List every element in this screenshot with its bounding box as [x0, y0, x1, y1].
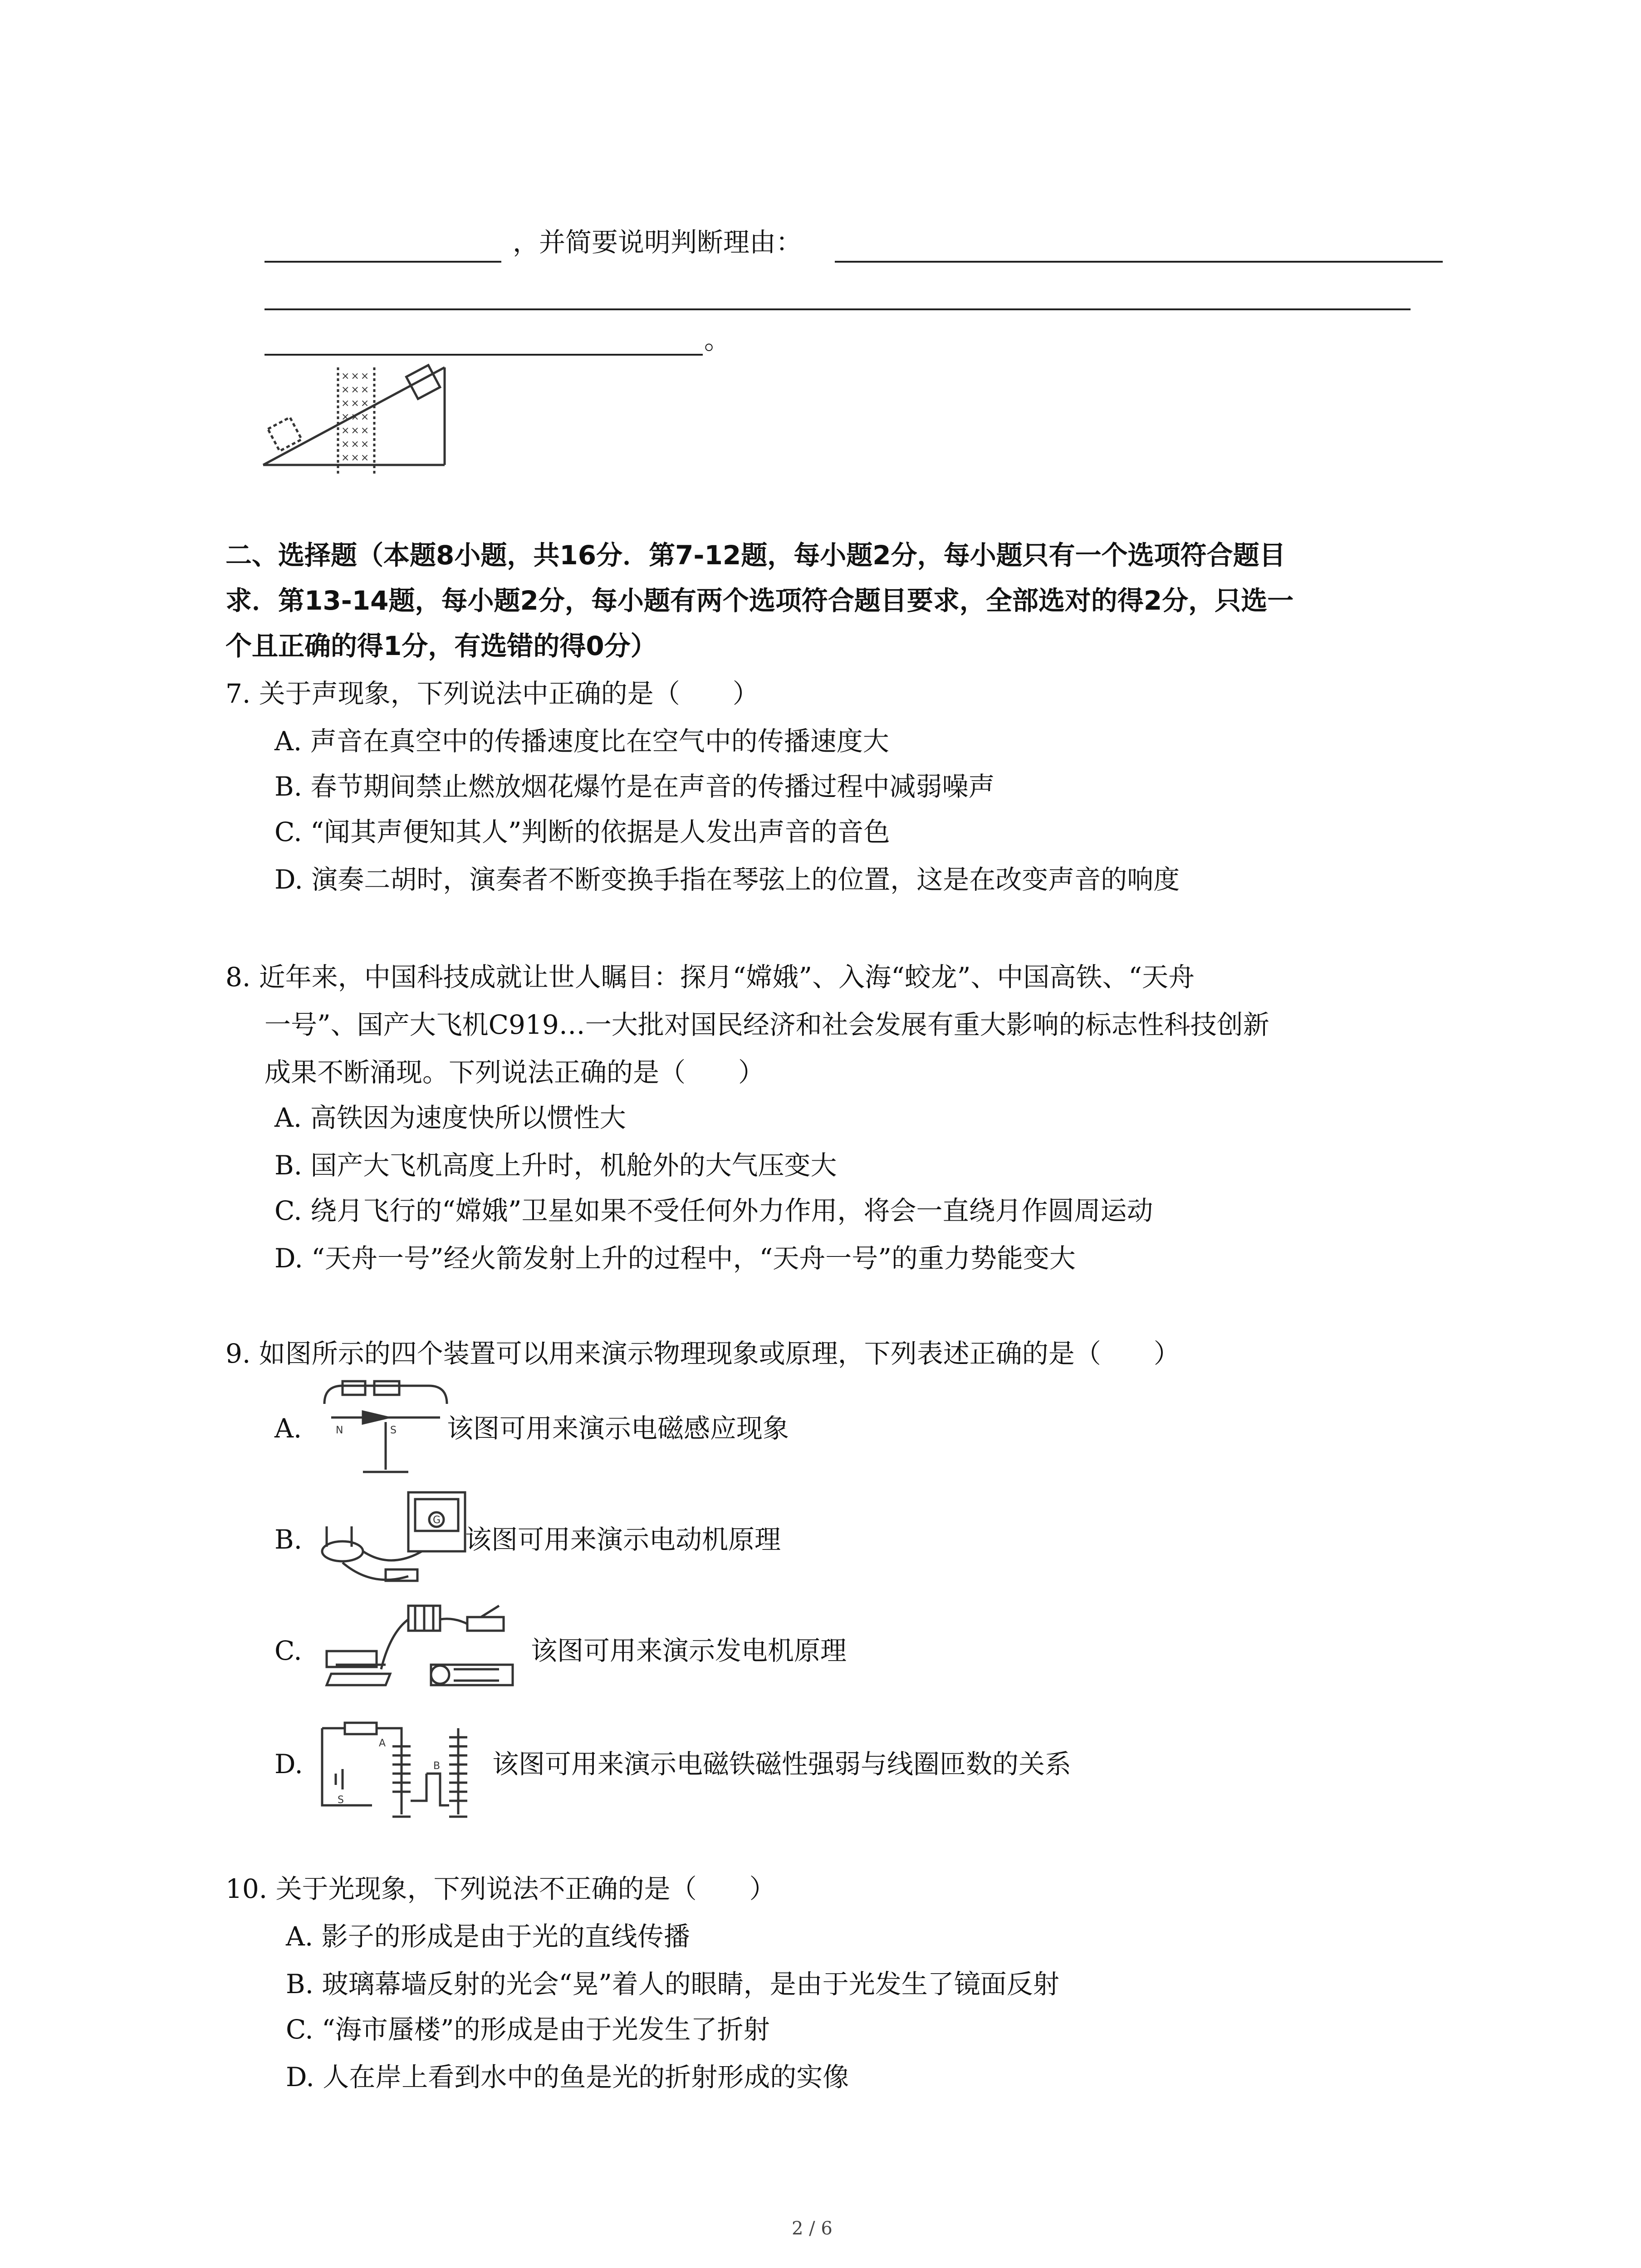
- question-9-option-b-text[interactable]: 该图可用来演示电动机原理: [465, 1524, 781, 1555]
- question-7-option-c[interactable]: C. “闻其声便知其人”判断的依据是人发出声音的音色: [274, 816, 890, 847]
- section-header-line-3: 个且正确的得1分，有选错的得0分）: [225, 631, 657, 661]
- label-a: A: [379, 1738, 386, 1749]
- question-9-option-b-letter[interactable]: B.: [274, 1524, 303, 1555]
- induction-galvanometer-figure: [318, 1483, 467, 1592]
- electromagnet-coils-figure: [318, 1710, 499, 1823]
- question-8-stem-line-2: 一号”、国产大飞机C919…一大批对国民经济和社会发展有重大影响的标志性科技创新: [265, 1009, 1269, 1040]
- question-10-option-c[interactable]: C. “海市蜃楼”的形成是由于光发生了折射: [286, 2014, 770, 2045]
- question-10-option-d[interactable]: D. 人在岸上看到水中的鱼是光的折射形成的实像: [286, 2062, 849, 2092]
- cross-row: ×××: [341, 452, 371, 464]
- answer-blank-3[interactable]: [265, 308, 1411, 310]
- cross-row: ×××: [341, 398, 371, 409]
- motor-principle-figure: [318, 1597, 526, 1696]
- label-n: N: [336, 1425, 343, 1436]
- question-8-stem-line-3: 成果不断涌现。下列说法正确的是（ ）: [265, 1057, 765, 1088]
- explain-text: ，并简要说明判断理由：: [513, 227, 803, 258]
- cross-row: ×××: [341, 439, 371, 450]
- question-8-option-d[interactable]: D. “天舟一号”经火箭发射上升的过程中，“天舟一号”的重力势能变大: [274, 1243, 1076, 1274]
- question-9-option-c-letter[interactable]: C.: [274, 1635, 302, 1666]
- question-9-option-a-text[interactable]: 该图可用来演示电磁感应现象: [447, 1413, 789, 1444]
- field-cross-marks: [341, 370, 370, 465]
- question-8-option-b[interactable]: B. 国产大飞机高度上升时，机舱外的大气压变大: [274, 1150, 837, 1181]
- question-9-stem: 9. 如图所示的四个装置可以用来演示物理现象或原理，下列表述正确的是（ ）: [225, 1338, 1180, 1369]
- cross-row: ×××: [341, 371, 371, 382]
- label-switch-s: S: [338, 1794, 344, 1806]
- answer-blank-1[interactable]: [265, 261, 501, 263]
- question-8-stem-line-1: 8. 近年来，中国科技成就让世人瞩目：探月“嫦娥”、入海“蛟龙”、中国高铁、“天舟: [225, 962, 1195, 992]
- question-9-option-d-text[interactable]: 该图可用来演示电磁铁磁性强弱与线圈匝数的关系: [492, 1749, 1072, 1779]
- label-g: G: [433, 1515, 441, 1526]
- answer-blank-4[interactable]: [265, 354, 703, 356]
- cross-row: ×××: [341, 384, 371, 396]
- label-s: S: [390, 1425, 397, 1436]
- question-9-option-d-letter[interactable]: D.: [274, 1749, 303, 1779]
- question-9-option-a-letter[interactable]: A.: [274, 1413, 302, 1444]
- question-8-option-a[interactable]: A. 高铁因为速度快所以惯性大: [274, 1102, 626, 1133]
- question-9-option-c-text[interactable]: 该图可用来演示发电机原理: [531, 1635, 847, 1666]
- question-7-option-b[interactable]: B. 春节期间禁止燃放烟花爆竹是在声音的传播过程中减弱噪声: [274, 771, 995, 802]
- label-b: B: [433, 1760, 441, 1772]
- page-number: 2 / 6: [792, 2218, 833, 2239]
- cross-row: ×××: [341, 425, 371, 436]
- section-header-line-1: 二、选择题（本题8小题，共16分．第7-12题，每小题2分，每小题只有一个选项符合题目: [225, 540, 1286, 571]
- question-10-option-b[interactable]: B. 玻璃幕墙反射的光会“晃”着人的眼睛，是由于光发生了镜面反射: [286, 1969, 1059, 1999]
- section-header-line-2: 求．第13-14题，每小题2分，每小题有两个选项符合题目要求，全部选对的得2分，只选一: [225, 585, 1294, 616]
- answer-blank-2[interactable]: [835, 261, 1443, 263]
- question-8-option-c[interactable]: C. 绕月飞行的“嫦娥”卫星如果不受任何外力作用，将会一直绕月作圆周运动: [274, 1195, 1153, 1226]
- question-7-option-d[interactable]: D. 演奏二胡时，演奏者不断变换手指在琴弦上的位置，这是在改变声音的响度: [274, 864, 1180, 895]
- oersted-experiment-figure: [318, 1379, 454, 1479]
- end-mark: 。: [704, 324, 731, 355]
- question-7-option-a[interactable]: A. 声音在真空中的传播速度比在空气中的传播速度大: [274, 726, 889, 757]
- question-10-stem: 10. 关于光现象，下列说法不正确的是（ ）: [225, 1873, 776, 1904]
- question-10-option-a[interactable]: A. 影子的形成是由于光的直线传播: [286, 1921, 690, 1952]
- cross-row: ×××: [341, 411, 371, 423]
- question-7-stem: 7. 关于声现象，下列说法中正确的是（ ）: [225, 678, 759, 709]
